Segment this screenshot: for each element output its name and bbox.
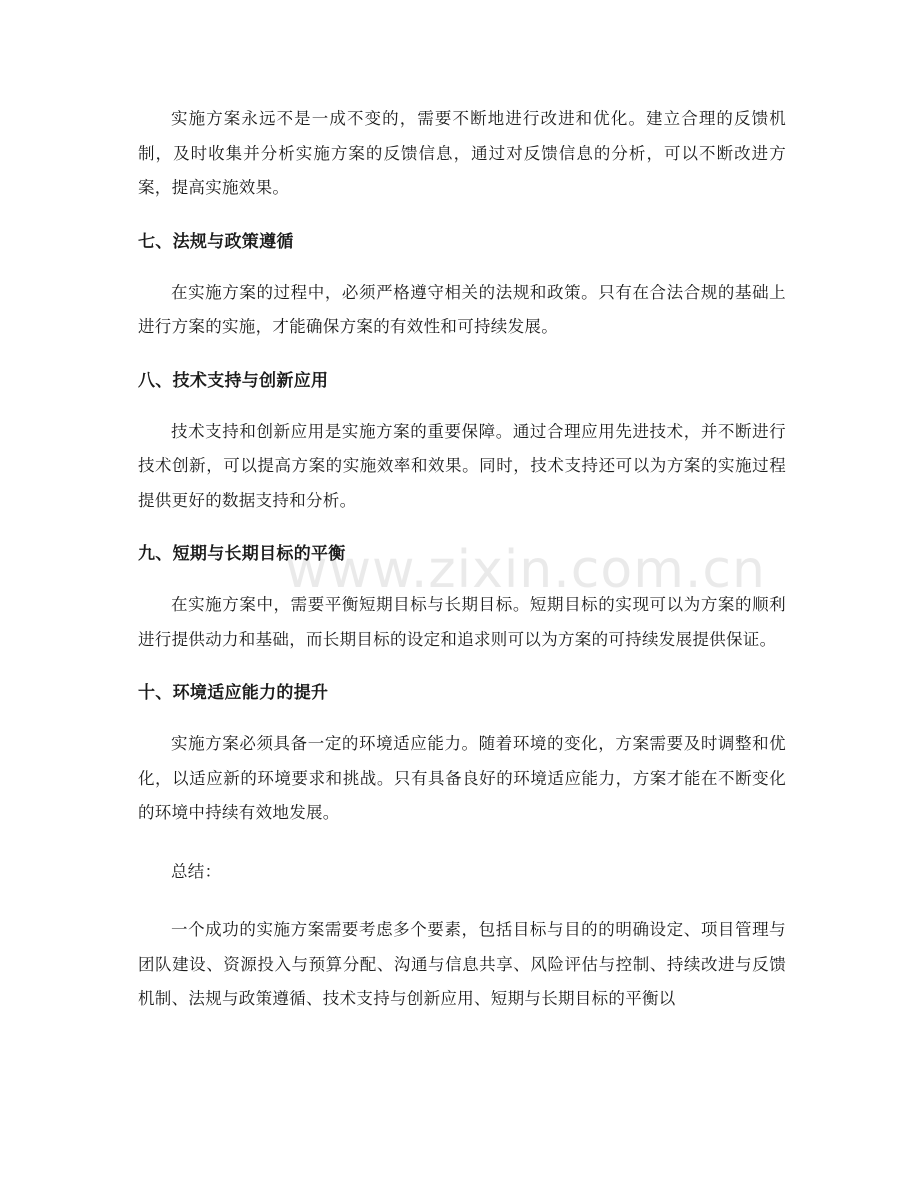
paragraph-summary: 一个成功的实施方案需要考虑多个要素，包括目标与目的的明确设定、项目管理与团队建设、资源投入与预算分配、沟通与信息共享、风险评估与控制、持续改进与反馈机制、法规与政策遵循、技术支持与创新应用、短期与长期目标的平衡以 <box>138 920 786 1008</box>
section-heading-8: 八、技术支持与创新应用 <box>138 370 329 391</box>
paragraph-section-8: 技术支持和创新应用是实施方案的重要保障。通过合理应用先进技术，并不断进行技术创新，可以提高方案的实施效率和效果。同时，技术支持还可以为方案的实施过程提供更好的数据支持和分析。 <box>138 421 786 510</box>
section-heading-10: 十、环境适应能力的提升 <box>138 683 329 703</box>
section-heading-7: 七、法规与政策遵循 <box>138 231 294 252</box>
paragraph-feedback-mechanism: 实施方案永远不是一成不变的，需要不断地进行改进和优化。建立合理的反馈机制，及时收集并分析实施方案的反馈信息，通过对反馈信息的分析，可以不断改进方案，提高实施效果。 <box>138 109 786 197</box>
document-body <box>138 102 786 1017</box>
summary-label: 总结： <box>171 861 222 881</box>
paragraph-section-10: 实施方案必须具备一定的环境适应能力。随着环境的变化，方案需要及时调整和优化，以适应新的环境要求和挑战。只有具备良好的环境适应能力，方案才能在不断变化的环境中持续有效地发展。 <box>138 734 786 822</box>
section-heading-9: 九、短期与长期目标的平衡 <box>138 544 346 564</box>
watermark: www.zixin.com.cn <box>285 540 766 600</box>
paragraph-section-9: 在实施方案中，需要平衡短期目标与长期目标。短期目标的实现可以为方案的顺利进行提供动力和基础，而长期目标的设定和追求则可以为方案的可持续发展提供保证。 <box>138 595 786 649</box>
paragraph-section-7: 在实施方案的过程中，必须严格遵守相关的法规和政策。只有在合法合规的基础上进行方案的实施，才能确保方案的有效性和可持续发展。 <box>138 282 786 336</box>
